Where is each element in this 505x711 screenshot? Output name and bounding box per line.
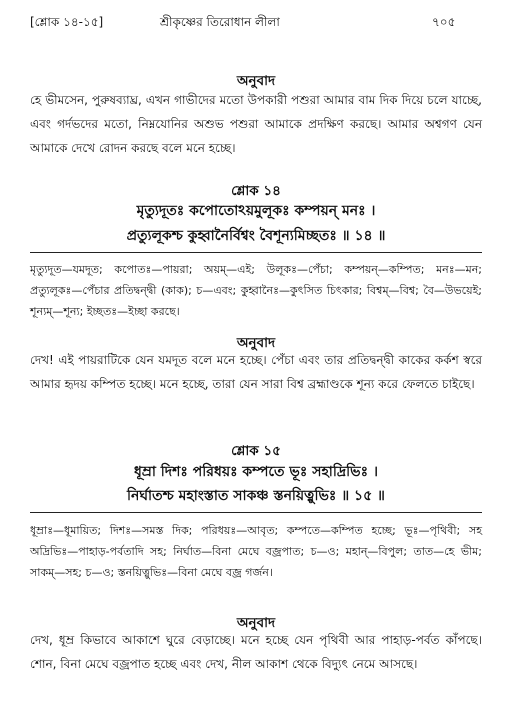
verse-15-line-2: নির্ঘাতশ্চ মহাংস্তাত সাকঞ্চ স্তনয়িত্নুভিঃ ॥ ১৫ ॥ [127, 488, 385, 504]
translation-heading-3: অনুবাদ [236, 615, 276, 631]
verse-heading-15: শ্লোক ১৫ [231, 443, 281, 459]
verse-heading-14: শ্লোক ১৪ [231, 183, 281, 199]
translation-text-2: দেখ! এই পায়রাটিকে যেন যমদূত বলে মনে হচ্ছে। পেঁচা এবং তার প্রতিদ্বন্দ্বী কাকের কর্কশ স্বরে আমার হৃদয় কম্পিত হচ্ছে। মনে হচ্ছে, তারা যেন সারা বিশ্ব ব্রহ্মাণ্ডকে শূন্য করে ফেলতে চাইছে। [30, 353, 482, 391]
synonyms-14: মৃত্যুদূত—যমদূত; কপোতঃ—পায়রা; অয়ম্—এই; উলূকঃ—পেঁচা; কম্পয়ন্—কম্পিত; মনঃ—মন; প্রত্যুলূকঃ—পেঁচার প্রতিদ্বন্দ্বী (কাক); চ—এবং; কুহ্বানৈঃ—কুৎসিত চিৎকার; বিশ্বম্—বিশ্ব; বৈ—উভয়েই; শূন্যম্—শূন্য; ইচ্ছতঃ—ইচ্ছা করছে। [30, 263, 482, 318]
verse-14-line-2: প্রত্যুলূকশ্চ কুহ্বানৈর্বিশ্বং বৈশূন্যমিচ্ছতঃ ॥ ১৪ ॥ [126, 228, 386, 244]
page-number: ৭০৫ [432, 15, 456, 29]
synonyms-divider-14 [30, 252, 482, 253]
header-verse-range: [শ্লোক ১৪-১৫] [30, 15, 104, 29]
translation-text-3: দেখ, ধূম্র কিভাবে আকাশে ঘুরে বেড়াচ্ছে। মনে হচ্ছে যেন পৃথিবী আর পাহাড়-পর্বত কাঁপছে। শোন, বিনা মেঘে বজ্রপাত হচ্ছে এবং দেখ, নীল আকাশ থেকে বিদ্যুৎ নেমে আসছে। [30, 633, 482, 671]
translation-heading-2: অনুবাদ [236, 335, 276, 351]
header-title: শ্রীকৃষ্ণের তিরোধান লীলা [160, 15, 280, 29]
translation-text-1: হে ভীমসেন, পুরুষব্যাঘ্র, এখন গাভীদের মতো উপকারী পশুরা আমার বাম দিক দিয়ে চলে যাচ্ছে, এবং গর্দভদের মতো, নিম্নযোনির অশুভ পশুরা আমাকে প্রদক্ষিণ করছে। আমার অশ্বগণ যেন আমাকে দেখে রোদন করছে বলে মনে হচ্ছে। [30, 93, 482, 155]
verse-14-line-1: মৃত্যুদূতঃ কপোতোঽয়মুলূকঃ কম্পয়ন্ মনঃ । [136, 203, 376, 219]
synonyms-divider-15 [30, 512, 482, 513]
synonyms-15: ধূম্রাঃ—ধূমায়িত; দিশঃ—সমস্ত দিক; পরিধয়ঃ—আবৃত; কম্পতে—কম্পিত হচ্ছে; ভূঃ—পৃথিবী; সহ অদ্রিভিঃ—পাহাড়-পর্বতাদি সহ; নির্ঘাত—বিনা মেঘে বজ্রপাত; চ—ও; মহান্—বিপুল; তাত—হে ভীম; সাকম্—সহ; চ—ও; স্তনয়িত্নুভিঃ—বিনা মেঘে বজ্র গর্জন। [30, 524, 482, 579]
translation-heading-1: অনুবাদ [236, 73, 276, 89]
verse-15-line-1: ধূম্রা দিশঃ পরিধয়ঃ কম্পতে ভূঃ সহাদ্রিভিঃ । [134, 464, 378, 480]
